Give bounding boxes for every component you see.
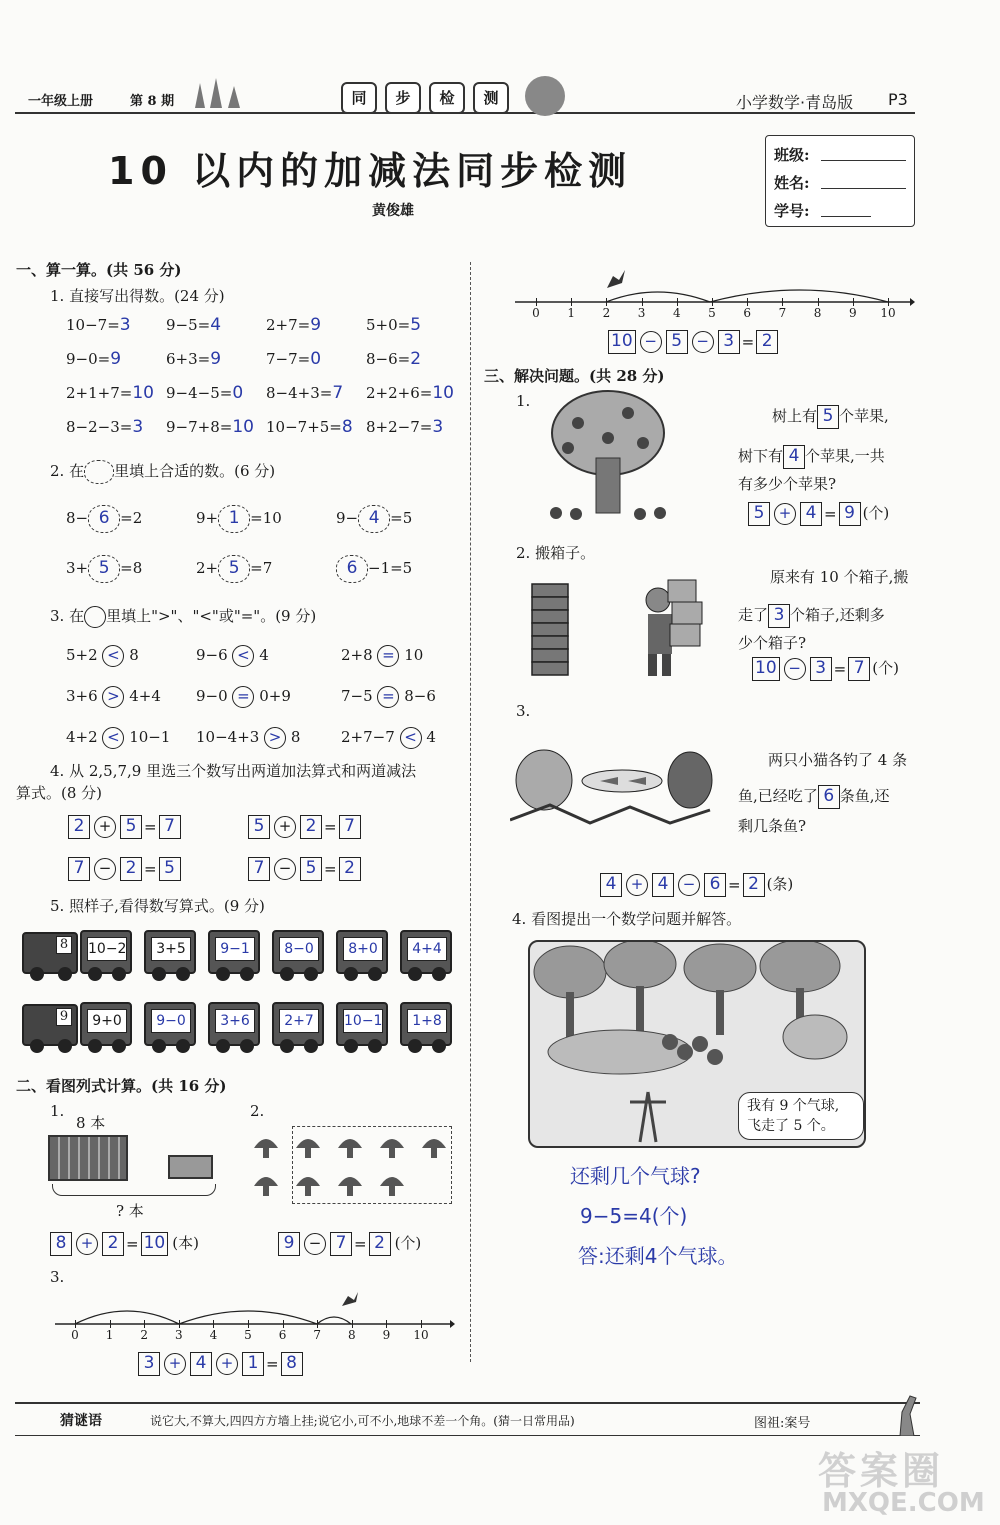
kangaroo-icon — [605, 268, 627, 290]
boy-carrying-icon — [640, 578, 706, 678]
numberline-label: 7 — [313, 1328, 321, 1342]
q1-item: 8−6=2 — [366, 349, 422, 369]
engine-number: 8 — [56, 936, 72, 954]
s2-q1-eq: 8 + 2 = 10 (本) — [50, 1232, 199, 1256]
s2-q2-num: 2. — [250, 1102, 265, 1120]
numberline-tick — [642, 298, 643, 306]
s2-q2-eq: 9 − 7 = 2 (个) — [278, 1232, 421, 1256]
q2-row — [66, 505, 466, 555]
engine-number: 9 — [56, 1008, 72, 1026]
train-car: 3+5 — [144, 930, 196, 974]
numberline-tick — [782, 298, 783, 306]
train-engine — [22, 932, 78, 974]
numberline-tick — [421, 1320, 422, 1328]
train-engine — [22, 1004, 78, 1046]
s3-q3-num: 3. — [516, 702, 531, 720]
numberline-tick — [352, 1320, 353, 1328]
q1-item: 9−7+8=10 — [166, 417, 254, 437]
q1-row — [66, 349, 466, 383]
train-car: 8−0 — [272, 930, 324, 974]
q2-row — [66, 555, 466, 605]
header-subject: 小学数学·青岛版 — [736, 93, 854, 112]
s3-q2-text: 原来有 10 个箱子,搬 走了 3 个箱子,还剩多 少个箱子? — [738, 568, 909, 652]
q1-item: 9−4−5=0 — [166, 383, 244, 403]
numberline-label: 9 — [382, 1328, 391, 1342]
q2-item: 6 −1=5 — [336, 555, 466, 605]
numberline-tick — [747, 298, 748, 306]
q1-item: 5+0=5 — [366, 315, 422, 335]
numberline-label: 7 — [778, 306, 787, 320]
brace-line — [52, 1184, 216, 1196]
q2-item: 9+ 1 =10 — [196, 505, 336, 555]
page-title: 10 以内的加减法同步检测 — [108, 149, 633, 193]
numberline-tick — [317, 1320, 318, 1328]
q3-item: 2+7−7 < 4 — [341, 727, 466, 768]
numberline-label: 1 — [105, 1328, 114, 1342]
circle-icon — [84, 606, 106, 628]
q4-title: 4. 从 2,5,7,9 里选三个数写出两道加法算式和两道减法 — [50, 762, 417, 780]
train-1 — [22, 926, 462, 986]
numberline-label: 2 — [602, 306, 611, 320]
numberline-label: 6 — [278, 1328, 287, 1342]
q4-eq: 5 + 2 = 7 — [248, 815, 361, 839]
riddle-label: 猜谜语 — [60, 1413, 102, 1429]
q2-item: 2+ 5 =7 — [196, 555, 336, 605]
numberline-tick — [283, 1320, 284, 1328]
q1-item: 9−0=9 — [66, 349, 122, 369]
cats-fish-illustration — [510, 735, 720, 830]
q4-eq: 7 − 2 = 5 — [68, 857, 181, 881]
s3-q2-num: 2. 搬箱子。 — [516, 544, 596, 562]
class-label: 班级: — [774, 146, 810, 164]
header-castle-icon — [190, 78, 250, 108]
numberline-label: 4 — [209, 1328, 218, 1342]
numberline-tick — [213, 1320, 214, 1328]
header-grade: 一年级上册 — [28, 94, 94, 109]
train-car: 10−1 — [336, 1002, 388, 1046]
numberline-tick — [677, 298, 678, 306]
numberline-label: 8 — [813, 306, 822, 320]
student-info-box — [765, 135, 915, 227]
numberline-tick — [248, 1320, 249, 1328]
s2-q3-num: 3. — [50, 1268, 65, 1286]
q2-item: 8− 6 =2 — [66, 505, 196, 555]
q3-item: 7−5 = 8−6 — [341, 686, 466, 727]
banner-char: 检 — [429, 82, 465, 114]
train-car: 9−0 — [144, 1002, 196, 1046]
q2-item: 9− 4 =5 — [336, 505, 466, 555]
s3-q1-eq: 5 + 4 = 9 (个) — [748, 502, 889, 526]
banner-char: 测 — [473, 82, 509, 114]
id-label: 学号: — [774, 202, 810, 220]
dashed-box — [292, 1126, 452, 1204]
cloud-icon — [84, 460, 114, 484]
header-banner — [330, 78, 520, 118]
q1-item: 2+2+6=10 — [366, 383, 454, 403]
banner-char: 步 — [385, 82, 421, 114]
q1-item: 10−7=3 — [66, 315, 131, 335]
park-illustration — [528, 940, 866, 1148]
book-stack-icon — [168, 1155, 213, 1179]
name-label: 姓名: — [774, 174, 810, 192]
s3-q2-eq: 10 − 3 = 7 (个) — [752, 657, 899, 681]
riddle-text: 说它大,不算大,四四方方墙上挂;说它小,可不小,地球不差一个角。(猜一日常用品) — [150, 1414, 575, 1428]
numberline-arcs — [515, 268, 915, 308]
q4-eq: 7 − 5 = 2 — [248, 857, 361, 881]
train-car: 3+6 — [208, 1002, 260, 1046]
q1-item: 10−7+5=8 — [266, 417, 353, 437]
q2-title: 2. 在 里填上合适的数。(6 分) — [50, 460, 275, 484]
q3-row — [66, 686, 466, 727]
numberline-tick — [712, 298, 713, 306]
mushroom-group — [254, 1130, 454, 1205]
numberline-tick — [75, 1320, 76, 1328]
numberline-label: 9 — [848, 306, 857, 320]
train-car: 10−2 — [80, 930, 132, 974]
q3-title: 3. 在 里填上">"、"<"或"="。(9 分) — [50, 605, 316, 628]
numberline-label: 4 — [672, 306, 681, 320]
numberline-label: 2 — [140, 1328, 148, 1342]
riddle-answer: 图祖:案号 — [754, 1416, 811, 1431]
watermark-logo: 答案圈 — [818, 1449, 945, 1493]
speech-bubble: 我有 9 个气球, 飞走了 5 个。 — [738, 1092, 864, 1140]
q1-item: 8+2−7=3 — [366, 417, 444, 437]
s3-q4-title: 4. 看图提出一个数学问题并解答。 — [512, 910, 742, 928]
numberline-label: 1 — [567, 306, 575, 320]
q1-item: 7−7=0 — [266, 349, 322, 369]
numberline-tick — [888, 298, 889, 306]
id-line[interactable] — [821, 216, 871, 217]
q5-title: 5. 照样子,看得数写算式。(9 分) — [50, 897, 265, 915]
q1-row — [66, 315, 466, 349]
bookshelf-icon — [48, 1135, 128, 1181]
s2-q1-num: 1. — [50, 1102, 65, 1120]
header-page: P3 — [888, 90, 908, 109]
q2-grid — [66, 505, 466, 605]
kangaroo-icon — [340, 1288, 360, 1308]
apple-tree-icon — [548, 388, 668, 523]
name-line[interactable] — [821, 188, 906, 189]
numberline-label: 5 — [708, 306, 716, 320]
numberline-label: 10 — [880, 306, 896, 320]
numberline-label: 5 — [244, 1328, 252, 1342]
train-2 — [22, 998, 462, 1058]
top-right-eq: 10 − 5 − 3 = 2 — [608, 330, 778, 354]
q3-item: 3+6 > 4+4 — [66, 686, 196, 727]
handwritten-answer: 答:还剩4个气球。 — [578, 1244, 738, 1268]
section1-title: 一、算一算。(共 56 分) — [16, 261, 182, 279]
numberline-label: 0 — [532, 306, 540, 320]
giraffe-icon — [880, 1392, 930, 1436]
handwritten-question: 还剩几个气球? — [570, 1164, 701, 1188]
numberline-tick — [853, 298, 854, 306]
numberline-label: 8 — [347, 1328, 356, 1342]
train-car: 1+8 — [400, 1002, 452, 1046]
train-car: 4+4 — [400, 930, 452, 974]
numberline-tick — [571, 298, 572, 306]
s2-q3-eq: 3 + 4 + 1 = 8 — [138, 1352, 303, 1376]
q1-title: 1. 直接写出得数。(24 分) — [50, 287, 225, 305]
numberline-bottom — [55, 1290, 455, 1350]
q3-row — [66, 645, 466, 686]
author: 黄俊雄 — [372, 203, 414, 219]
banner-char: 同 — [341, 82, 377, 114]
numberline-label: 3 — [174, 1328, 183, 1342]
q1-row — [66, 383, 466, 417]
numberline-tick — [386, 1320, 387, 1328]
column-divider — [470, 262, 471, 1362]
class-line[interactable] — [821, 160, 906, 161]
books-label: 8 本 — [76, 1114, 106, 1132]
q1-item: 2+1+7=10 — [66, 383, 154, 403]
q4-eq: 2 + 5 = 7 — [68, 815, 181, 839]
numberline-tick — [536, 298, 537, 306]
numberline-label: 3 — [637, 306, 646, 320]
train-car: 9−1 — [208, 930, 260, 974]
s3-q3-text: 两只小猫各钓了 4 条 鱼,已经吃了 6 条鱼,还 剩几条鱼? — [738, 751, 908, 835]
q1-item: 2+7=9 — [266, 315, 322, 335]
box-stack-icon — [530, 582, 570, 678]
q3-item: 2+8 = 10 — [341, 645, 466, 686]
numberline-arcs — [55, 1290, 455, 1330]
unknown-label: ? 本 — [116, 1202, 144, 1220]
q1-item: 8−2−3=3 — [66, 417, 144, 437]
train-car: 9+0 — [80, 1002, 132, 1046]
train-car: 2+7 — [272, 1002, 324, 1046]
q3-item: 10−4+3 > 8 — [196, 727, 341, 768]
train-car: 8+0 — [336, 930, 388, 974]
s3-q1-num: 1. — [516, 392, 531, 410]
numberline-tick — [606, 298, 607, 306]
numberline-top — [515, 268, 915, 328]
header-issue: 第 8 期 — [130, 94, 175, 109]
q3-item: 4+2 < 10−1 — [66, 727, 196, 768]
q2-item: 3+ 5 =8 — [66, 555, 196, 605]
section3-title: 三、解决问题。(共 28 分) — [484, 367, 665, 385]
numberline-tick — [818, 298, 819, 306]
q1-grid — [66, 315, 466, 451]
numberline-label: 0 — [71, 1328, 79, 1342]
q4-title-cont: 算式。(8 分) — [16, 784, 103, 802]
q1-item: 6+3=9 — [166, 349, 222, 369]
q3-item: 9−6 < 4 — [196, 645, 341, 686]
q1-item: 9−5=4 — [166, 315, 222, 335]
q3-item: 5+2 < 8 — [66, 645, 196, 686]
section2-title: 二、看图列式计算。(共 16 分) — [16, 1077, 227, 1095]
numberline-tick — [110, 1320, 111, 1328]
q1-row — [66, 417, 466, 451]
q3-item: 9−0 = 0+9 — [196, 686, 341, 727]
numberline-label: 6 — [743, 306, 751, 320]
s3-q1-text: 树上有 5 个苹果, 树下有 4 个苹果,一共 有多少个苹果? — [738, 406, 889, 493]
handwritten-equation: 9−5=4(个) — [580, 1204, 688, 1228]
lion-icon — [525, 76, 565, 116]
numberline-label: 10 — [413, 1328, 429, 1342]
q3-grid — [66, 645, 466, 768]
numberline-tick — [179, 1320, 180, 1328]
q1-item: 8−4+3=7 — [266, 383, 344, 403]
s3-q3-eq: 4 + 4 − 6 = 2 (条) — [600, 873, 793, 897]
watermark-url: MXQE.COM — [822, 1488, 985, 1518]
numberline-tick — [144, 1320, 145, 1328]
